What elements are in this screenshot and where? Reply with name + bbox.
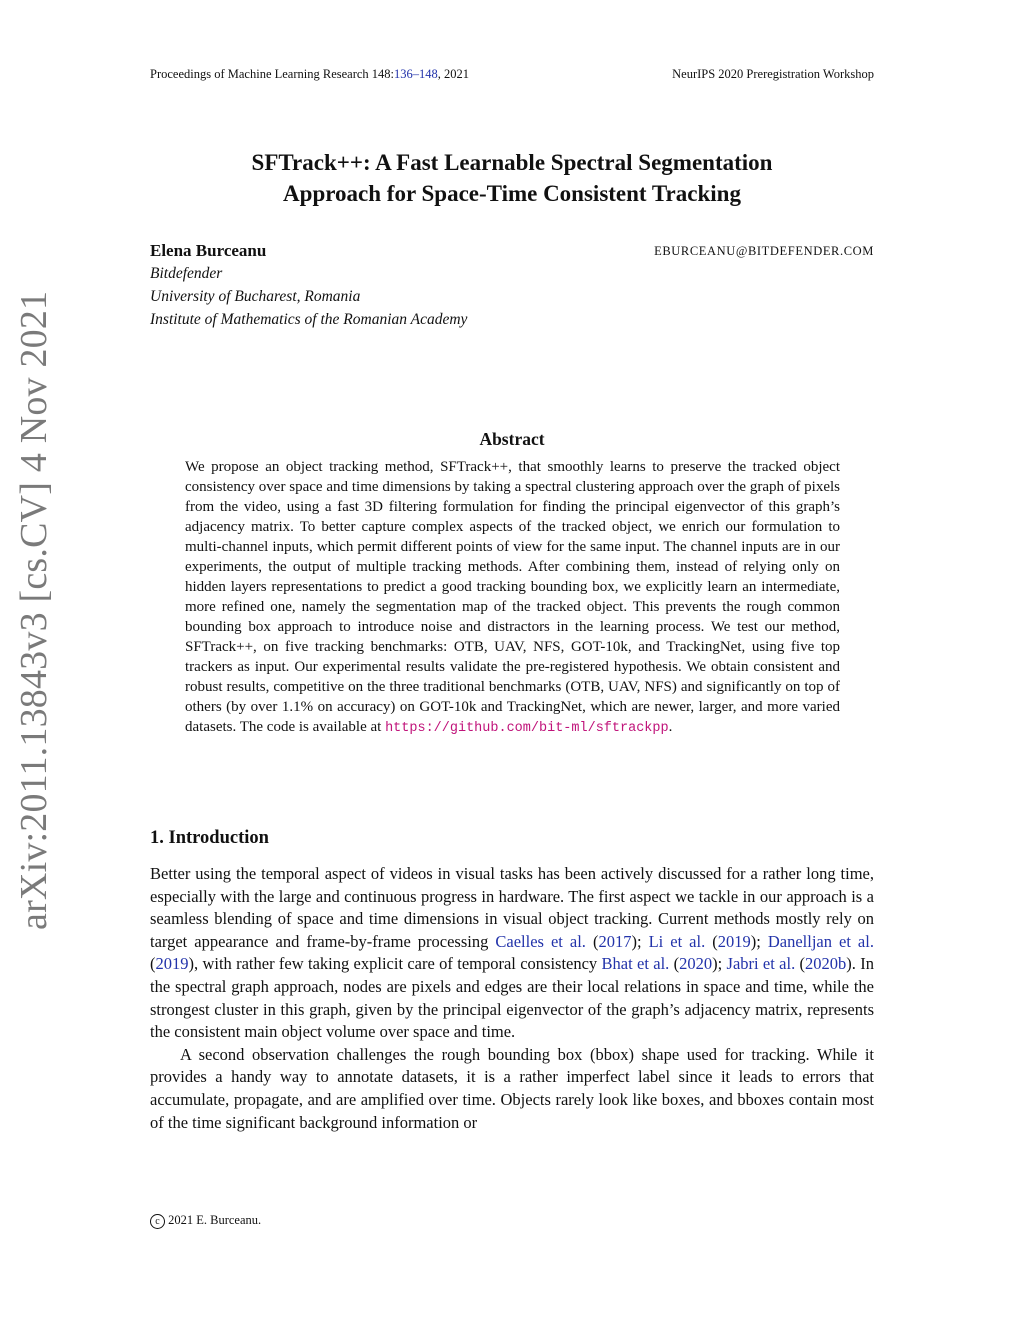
author-email[interactable]: EBURCEANU@BITDEFENDER.COM [654, 244, 874, 258]
citation-bhat-year[interactable]: 2020 [679, 954, 713, 974]
citation-li-year[interactable]: 2019 [717, 931, 751, 951]
affiliation-2: University of Bucharest, Romania [150, 288, 361, 305]
citation-li[interactable]: Li et al. [648, 931, 706, 951]
citation-jabri-year[interactable]: 2020b [805, 954, 847, 974]
abstract-text: We propose an object tracking method, SFTrack++, that smoothly learns to preserve the tracked object consistency over space and time dimensions by taking a spectral clustering approach over the graph of pixels from the video, using a fast 3D filtering formulation for finding the principal eigenvector of this graph’s adjacency matrix. To better capture complex aspects of the tracked object, we enrich our formulation to multi-channel inputs, which permit different points of view for the same input. The channel inputs are in our experiments, the output of multiple tracking methods. After combining them, instead of relying only on hidden layers representations to predict a good tracking bounding box, we explicitly learn an intermediate, more refined one, namely the segmentation map of the tracked object. This prevents the rough common bounding box approach to introduce noise and distractors in the learning process. We test our method, SFTrack++, on five tracking benchmarks: OTB, UAV, NFS, GOT-10k, and TrackingNet, using five top trackers as input. Our experimental results validate the pre-registered hypothesis. We obtain consistent and robust results, competitive on the three traditional benchmarks (OTB, UAV, NFS) and significantly on top of others (by over 1.1% on accuracy) on GOT-10k and TrackingNet, which are newer, larger, and more varied datasets. The code is available at [185, 459, 840, 735]
intro-p1-text-2: , with rather few taking explicit care of temporal consistency [194, 954, 602, 974]
affiliation-3: Institute of Mathematics of the Romanian Academy [150, 311, 468, 328]
abstract-end: . [668, 719, 673, 735]
citation-jabri[interactable]: Jabri et al. [726, 954, 796, 974]
citation-bhat[interactable]: Bhat et al. [601, 954, 670, 974]
title-line-2: Approach for Space-Time Consistent Tracking [283, 181, 741, 206]
copyright-footer [150, 1213, 261, 1229]
copyright-symbol: c [150, 1214, 165, 1229]
abstract-heading: Abstract [479, 429, 545, 449]
paper-title [150, 147, 874, 209]
affiliation-1: Bitdefender [150, 265, 223, 282]
intro-paragraph-2: A second observation challenges the rough bounding box (bbox) shape used for tracking. While it provides a handy way to annotate datasets, it is a rather imperfect label since it leads to errors that accumulate, propagate, and are amplified over time. Objects rarely look like boxes, and bboxes contain most of the time significant background information or [150, 1044, 874, 1132]
code-url-link[interactable]: https://github.com/bit-ml/sftrackpp [385, 721, 669, 736]
author-name: Elena Burceanu [150, 241, 267, 260]
venue-year: , 2021 [437, 67, 470, 81]
workshop-name: NeurIPS 2020 Preregistration Workshop [672, 67, 874, 81]
section-heading-introduction: 1. Introduction [150, 828, 269, 848]
citation-danelljan[interactable]: Danelljan et al. [767, 931, 874, 951]
running-head [150, 67, 874, 82]
copyright-text: 2021 E. Burceanu. [165, 1213, 262, 1227]
introduction-body [150, 863, 874, 1134]
abstract-body [185, 457, 840, 739]
citation-danelljan-year[interactable]: 2019 [155, 954, 189, 974]
intro-p1-text-1: Better using the temporal aspect of videos in visual tasks has been actively discussed for a rather long time, especially with the large and continuous progress in hardware. The first aspect we tackle in our approach is a seamless blending of space and time dimensions in visual object tracking. Current methods mostly rely on target appearance and frame-by-frame processing [150, 864, 874, 951]
venue-line [150, 67, 469, 82]
citation-caelles-year[interactable]: 2017 [598, 931, 632, 951]
venue-prefix: Proceedings of Machine Learning Research 148: [150, 67, 395, 81]
intro-paragraph-1: Better using the temporal aspect of videos in visual tasks has been actively discussed for a rather long time, especially with the large and continuous progress in hardware. The first aspect we tackle in our approach is a seamless blending of space and time dimensions in visual object tracking. Current methods mostly rely on target appearance and frame-by-frame processing Caelles et al. (2017); Li et al. (2019); Danelljan et al. (2019), with rather few taking explicit care of temporal consistency Bhat et al. (2020); Jabri et al. (2020b). In the spectral graph approach, nodes are pixels and edges are their local relations in space and time, while the strongest cluster in this graph, given by the principal eigenvector of the graph’s adjacency matrix, represents the consistent main object volume over space and time. [150, 864, 874, 1042]
intro-p1-text-3: . In the spectral graph approach, nodes are pixels and edges are their local relations in space and time, while the strongest cluster in this graph, given by the principal eigenvector of the graph’s adjacency matrix, represents the consistent main object volume over space and time. [150, 954, 874, 1042]
arxiv-stamp: arXiv:2011.13843v3 [cs.CV] 4 Nov 2021 [13, 290, 55, 930]
title-line-1: SFTrack++: A Fast Learnable Spectral Segmentation [251, 150, 773, 175]
pages-link[interactable]: 136–148 [394, 67, 438, 81]
citation-caelles[interactable]: Caelles et al. [495, 931, 586, 951]
